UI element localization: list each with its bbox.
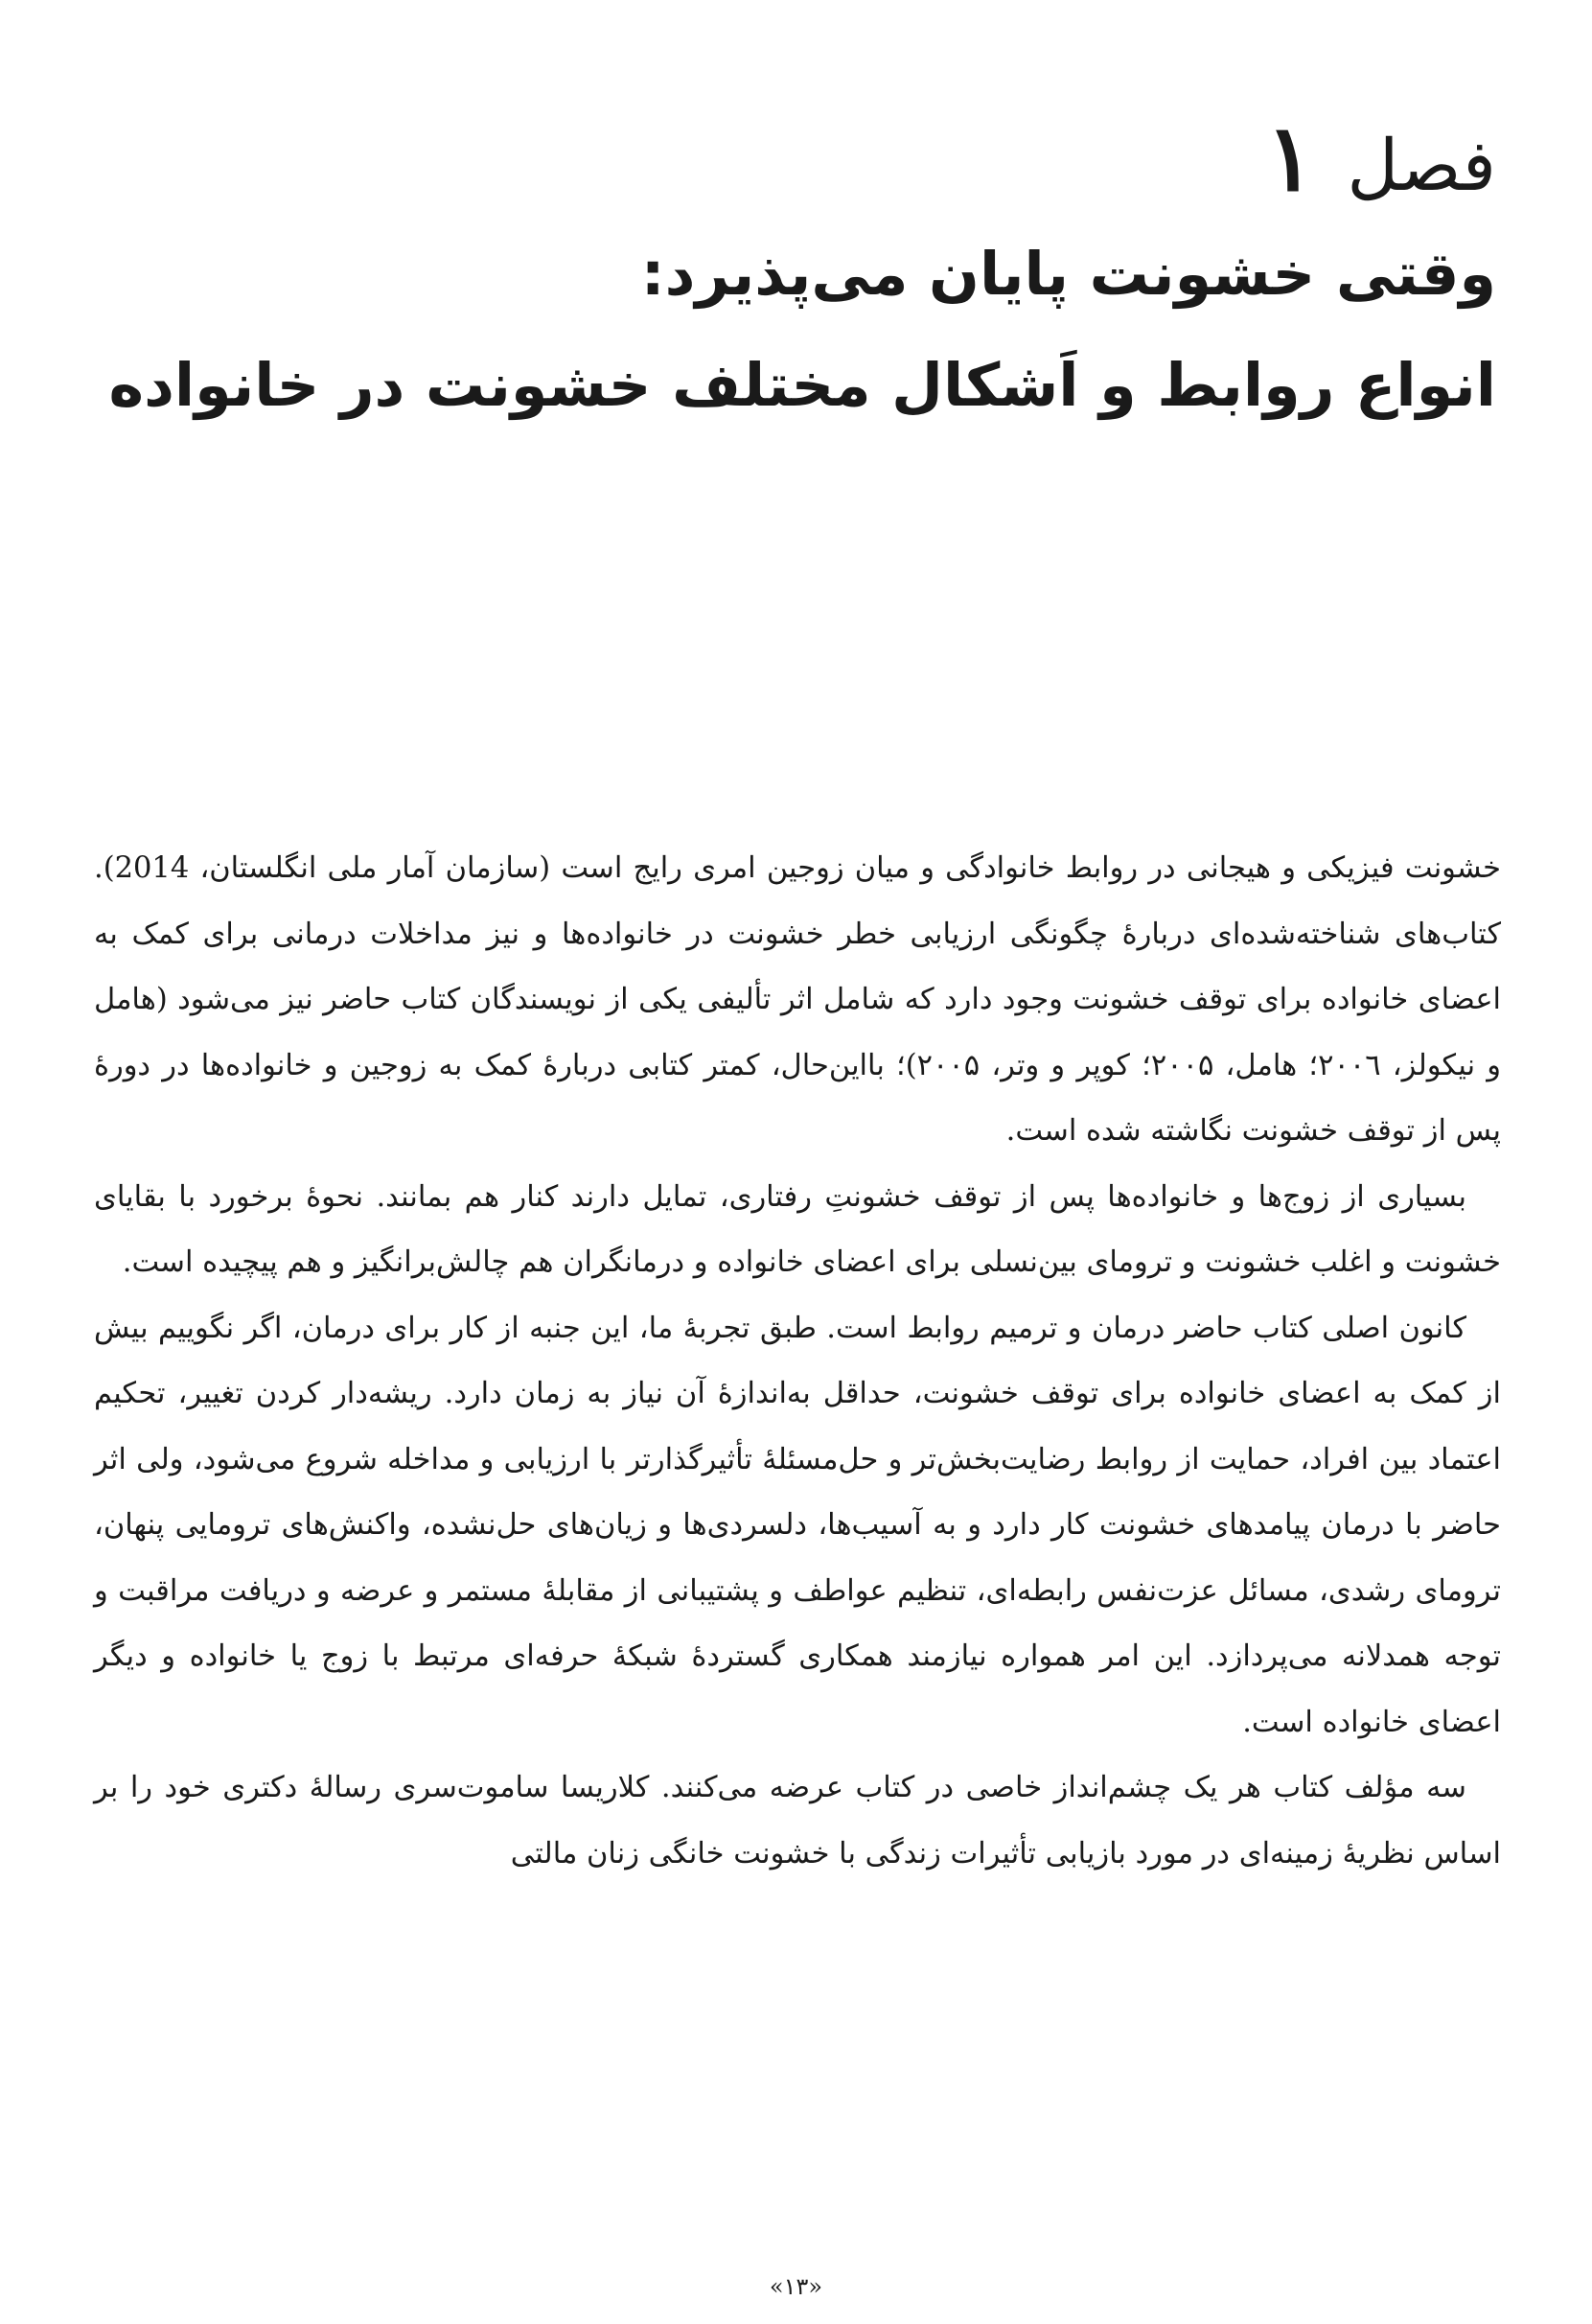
- chapter-label: [96, 105, 1496, 219]
- chapter-title-line-1: وقتی خشونت پایان می‌پذیرد:: [640, 239, 1496, 309]
- paragraph: سه مؤلف کتاب هر یک چشم‌انداز خاصی در کتاب عرضه می‌کنند. کلاریسا ساموت‌سری رسالهٔ دکتری خود را بر اساس نظریهٔ زمینه‌ای در مورد بازیابی تأثیرات زندگی با خشونت خانگی زنان مالتی: [94, 1771, 1501, 1871]
- chapter-label-text: فصل: [1347, 125, 1496, 207]
- chapter-title-line-2: انواع روابط و اَشکال مختلف خشونت در خانواده: [108, 350, 1496, 420]
- paragraph: بسیاری از زوج‌ها و خانواده‌ها پس از توقف خشونتِ رفتاری، تمایل دارند کنار هم بمانند. نحوهٔ برخورد با بقایای خشونت و اغلب خشونت و ترومای بین‌نسلی برای اعضای خانواده و درمانگران هم چالش‌برانگیز و هم پیچیده است.: [94, 1179, 1501, 1279]
- chapter-body: [94, 836, 1501, 1887]
- paragraph: کانون اصلی کتاب حاضر درمان و ترمیم روابط است. طبق تجربهٔ ما، این جنبه از کار برای درمان، اگر نگوییم بیش از کمک به اعضای خانواده برای توقف خشونت، حداقل به‌اندازهٔ آن نیاز به زمان دارد. ریشه‌دار کردن تغییر، تحکیم اعتماد بین افراد، حمایت از روابط رضایت‌بخش‌تر و حل‌مسئلهٔ تأثیرگذارتر با ارزیابی و مداخله شروع می‌شود، ولی اثر حاضر با درمان پیامدهای خشونت کار دارد و به آسیب‌ها، دلسردی‌ها و زیان‌های حل‌نشده، واکنش‌های ترومایی پنهان، ترومای رشدی، مسائل عزت‌نفس رابطه‌ای، تنظیم عواطف و پشتیبانی از مقابلهٔ مستمر و عرضه و دریافت مراقبت و توجه همدلانه می‌پردازد. این امر همواره نیازمند همکاری گستردهٔ شبکهٔ حرفه‌ای مرتبط با زوج یا خانواده و دیگر اعضای خانواده است.: [94, 1311, 1501, 1739]
- chapter-number: ۱: [1265, 104, 1315, 212]
- chapter-heading: [96, 105, 1496, 441]
- paragraph: خشونت فیزیکی و هیجانی در روابط خانوادگی و میان زوجین امری رایج است (سازمان آمار ملی انگلستان، 2014). کتاب‌های شناخته‌شده‌ای دربارهٔ چگونگی ارزیابی خطر خشونت در خانواده‌ها و نیز مداخلات درمانی برای کمک به اعضای خانواده برای توقف خشونت وجود دارد که شامل اثر تألیفی یکی از نویسندگان کتاب حاضر نیز می‌شود (هامل و نیکولز، ۲۰۰٦؛ هامل، ۲۰۰۵؛ کوپر و وتر، ۲۰۰۵)؛ بااین‌حال، کمتر کتابی دربارهٔ کمک به زوجین و خانواده‌ها در دورهٔ پس از توقف خشونت نگاشته شده است.: [94, 851, 1501, 1148]
- page-number: «۱۳»: [769, 2273, 823, 2300]
